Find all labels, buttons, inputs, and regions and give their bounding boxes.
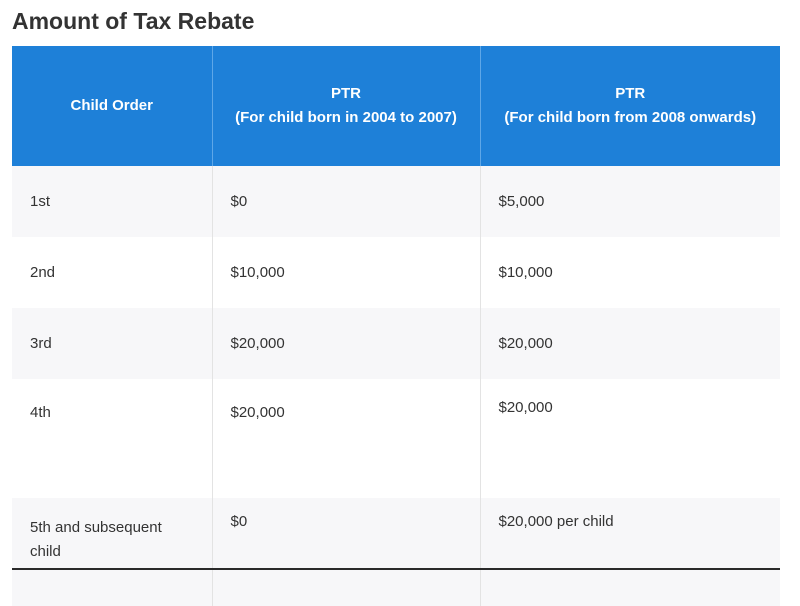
header-ptr-label: PTR <box>331 85 361 102</box>
header-ptr-2008-onwards-subtitle: (For child born from 2008 onwards) <box>504 109 757 126</box>
cell-child-order: 4th <box>12 379 212 498</box>
table-header-row <box>12 46 780 166</box>
cell-child-order: 5th and subsequent child <box>12 498 212 606</box>
cell-ptr-2004-2007: $20,000 <box>212 308 480 379</box>
header-ptr-2008-onwards <box>480 46 780 166</box>
header-child-order-label: Child Order <box>70 97 153 114</box>
table-row <box>12 166 780 237</box>
cell-ptr-2004-2007: $20,000 <box>212 379 480 498</box>
cell-ptr-2004-2007: $10,000 <box>212 237 480 308</box>
cell-child-order: 3rd <box>12 308 212 379</box>
cell-ptr-2008-onwards: $20,000 <box>480 379 780 498</box>
table-row <box>12 237 780 308</box>
bottom-divider <box>12 568 780 570</box>
header-ptr-label: PTR <box>615 85 646 102</box>
header-ptr-2004-2007 <box>212 46 480 166</box>
cell-ptr-2004-2007: $0 <box>212 498 480 606</box>
cell-ptr-2008-onwards: $20,000 per child <box>480 498 780 606</box>
cell-child-order: 1st <box>12 166 212 237</box>
cell-child-order: 2nd <box>12 237 212 308</box>
table-row <box>12 379 780 498</box>
cell-ptr-2004-2007: $0 <box>212 166 480 237</box>
cell-ptr-2008-onwards: $20,000 <box>480 308 780 379</box>
cell-ptr-2008-onwards: $5,000 <box>480 166 780 237</box>
table-row <box>12 498 780 606</box>
page-title: Amount of Tax Rebate <box>12 8 255 34</box>
tax-rebate-table <box>12 46 780 606</box>
table-row <box>12 308 780 379</box>
header-child-order <box>12 46 212 166</box>
header-ptr-2004-2007-subtitle: (For child born in 2004 to 2007) <box>235 109 457 126</box>
cell-ptr-2008-onwards: $10,000 <box>480 237 780 308</box>
